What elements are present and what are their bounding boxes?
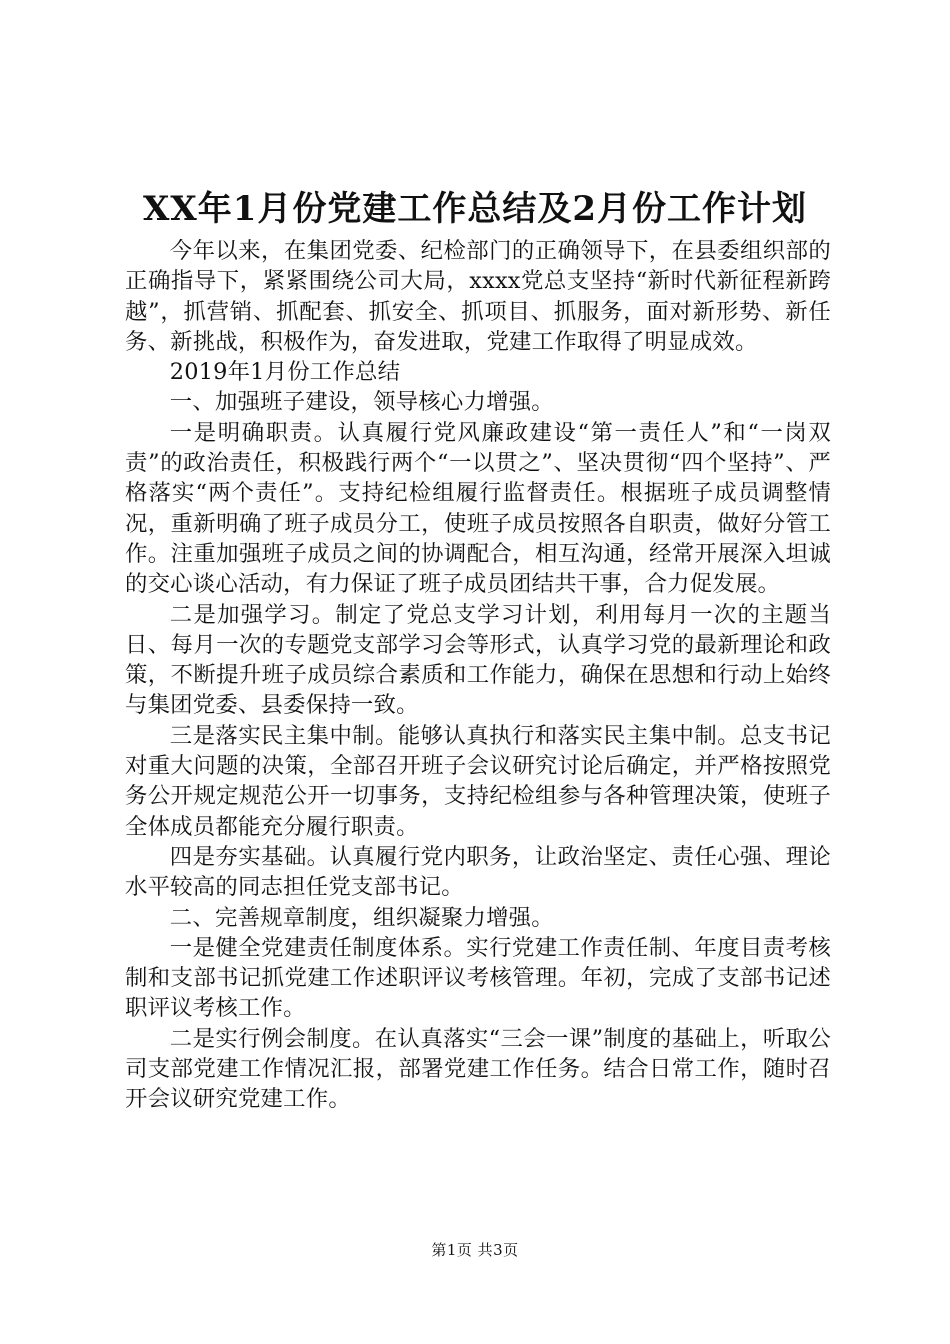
section-heading-team: 一、加强班子建设，领导核心力增强。	[169, 389, 554, 416]
paragraph-foundation: 四是夯实基础。认真履行党内职务，让政治坚定、责任心强、理论水平较高的同志担任党支部书记。	[125, 843, 831, 901]
paragraph-democratic-centralism: 三是落实民主集中制。能够认真执行和落实民主集中制。总支书记对重大问题的决策，全部召开班子会议研究讨论后确定，并严格按照党务公开规定规范公开一切事务，支持纪检组参与各种管理决策，使班子全体成员都能充分履行职责。	[125, 722, 831, 840]
paragraph-study: 二是加强学习。制定了党总支学习计划，利用每月一次的主题当日、每月一次的专题党支部学习会等形式，认真学习党的最新理论和政策，不断提升班子成员综合素质和工作能力，确保在思想和行动上始终与集团党委、县委保持一致。	[125, 601, 831, 719]
paragraph-responsibilities: 一是明确职责。认真履行党风廉政建设“第一责任人”和“一岗双责”的政治责任，积极践行两个“一以贯之”、坚决贯彻“四个坚持”、严格落实“两个责任”。支持纪检组履行监督责任。根据班子成员调整情况，重新明确了班子成员分工，使班子成员按照各自职责，做好分管工作。注重加强班子成员之间的协调配合，相互沟通，经常开展深入坦诚的交心谈心活动，有力保证了班子成员团结共干事，合力促发展。	[125, 419, 831, 598]
page-number-footer: 第1页 共3页	[431, 1241, 519, 1259]
paragraph-intro: 今年以来，在集团党委、纪检部门的正确领导下，在县委组织部的正确指导下，紧紧围绕公司大局，xxxx党总支坚持“新时代新征程新跨越”，抓营销、抓配套、抓安全、抓项目、抓服务，面对新形势、新任务、新挑战，积极作为，奋发进取，党建工作取得了明显成效。	[125, 238, 831, 355]
section-heading-summary: 2019年1月份工作总结	[169, 359, 401, 386]
paragraph-meeting-system: 二是实行例会制度。在认真落实“三会一课”制度的基础上，听取公司支部党建工作情况汇报，部署党建工作任务。结合日常工作，随时召开会议研究党建工作。	[125, 1025, 831, 1113]
paragraph-responsibility-system: 一是健全党建责任制度体系。实行党建工作责任制、年度目责考核制和支部书记抓党建工作述职评议考核管理。年初，完成了支部书记述职评议考核工作。	[125, 934, 831, 1022]
document-body	[125, 236, 831, 1115]
section-heading-rules: 二、完善规章制度，组织凝聚力增强。	[169, 904, 554, 931]
document-title: XX年1月份党建工作总结及2月份工作计划	[142, 189, 808, 229]
